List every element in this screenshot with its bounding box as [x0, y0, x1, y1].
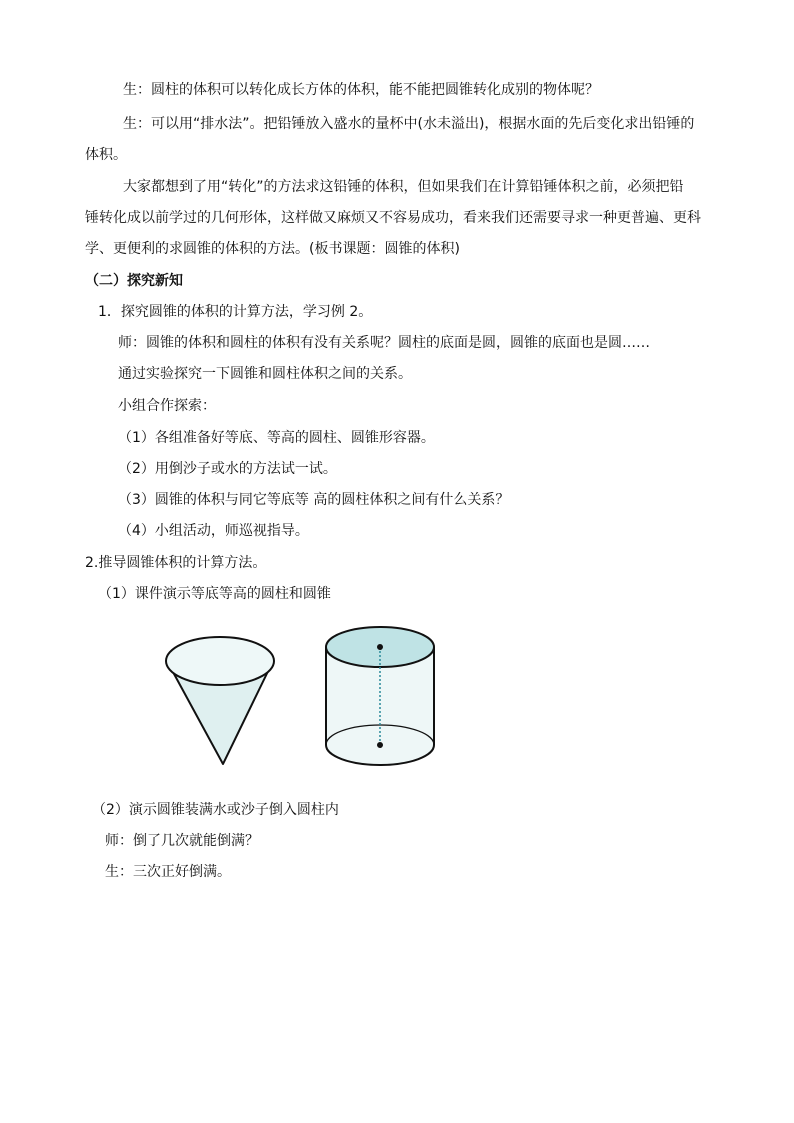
item-1-step-3: （3）圆锥的体积与同它等底等 高的圆柱体积之间有什么关系？ — [118, 492, 510, 508]
item-1-title: 1．探究圆锥的体积的计算方法，学习例 2。 — [98, 304, 373, 320]
item-2-sub-2: （2）演示圆锥装满水或沙子倒入圆柱内 — [92, 802, 339, 818]
cylinder-figure — [320, 622, 440, 772]
cone-figure — [160, 630, 280, 778]
item-1-teacher: 师：圆锥的体积和圆柱的体积有没有关系呢？圆柱的底面是圆，圆锥的底面也是圆…… — [118, 335, 650, 351]
cylinder-bottom-center-dot — [377, 742, 383, 748]
item-2-student-answer: 生：三次正好倒满。 — [105, 864, 231, 880]
paragraph-3-line-3: 学、更便利的求圆锥的体积的方法。(板书课题：圆锥的体积) — [85, 241, 460, 257]
paragraph-3-line-1: 大家都想到了用“转化”的方法求这铅锤的体积，但如果我们在计算铅锤体积之前，必须把铅 — [123, 179, 684, 195]
paragraph-1: 生：圆柱的体积可以转化成长方体的体积，能不能把圆锥转化成别的物体呢？ — [123, 82, 599, 98]
cylinder-top-center-dot — [377, 644, 383, 650]
section-heading: （二）探究新知 — [85, 273, 183, 289]
item-1-experiment: 通过实验探究一下圆锥和圆柱体积之间的关系。 — [118, 366, 412, 382]
item-1-step-4: （4）小组活动，师巡视指导。 — [118, 523, 309, 539]
item-1-step-2: （2）用倒沙子或水的方法试一试。 — [118, 461, 337, 477]
item-2-sub-1: （1）课件演示等底等高的圆柱和圆锥 — [98, 586, 331, 602]
item-1-group: 小组合作探索： — [118, 398, 216, 414]
item-2-teacher-question: 师：倒了几次就能倒满？ — [105, 833, 259, 849]
paragraph-2-line-1: 生：可以用“排水法”。把铅锤放入盛水的量杯中(水未溢出)，根据水面的先后变化求出铅锤的 — [123, 116, 695, 132]
paragraph-3-line-2: 锤转化成以前学过的几何形体，这样做又麻烦又不容易成功，看来我们还需要寻求一种更普遍、更科 — [85, 210, 701, 226]
item-2-title: 2.推导圆锥体积的计算方法。 — [85, 555, 267, 571]
paragraph-2-line-2: 体积。 — [85, 147, 127, 163]
item-1-step-1: （1）各组准备好等底、等高的圆柱、圆锥形容器。 — [118, 430, 435, 446]
cone-top-ellipse — [166, 637, 274, 685]
